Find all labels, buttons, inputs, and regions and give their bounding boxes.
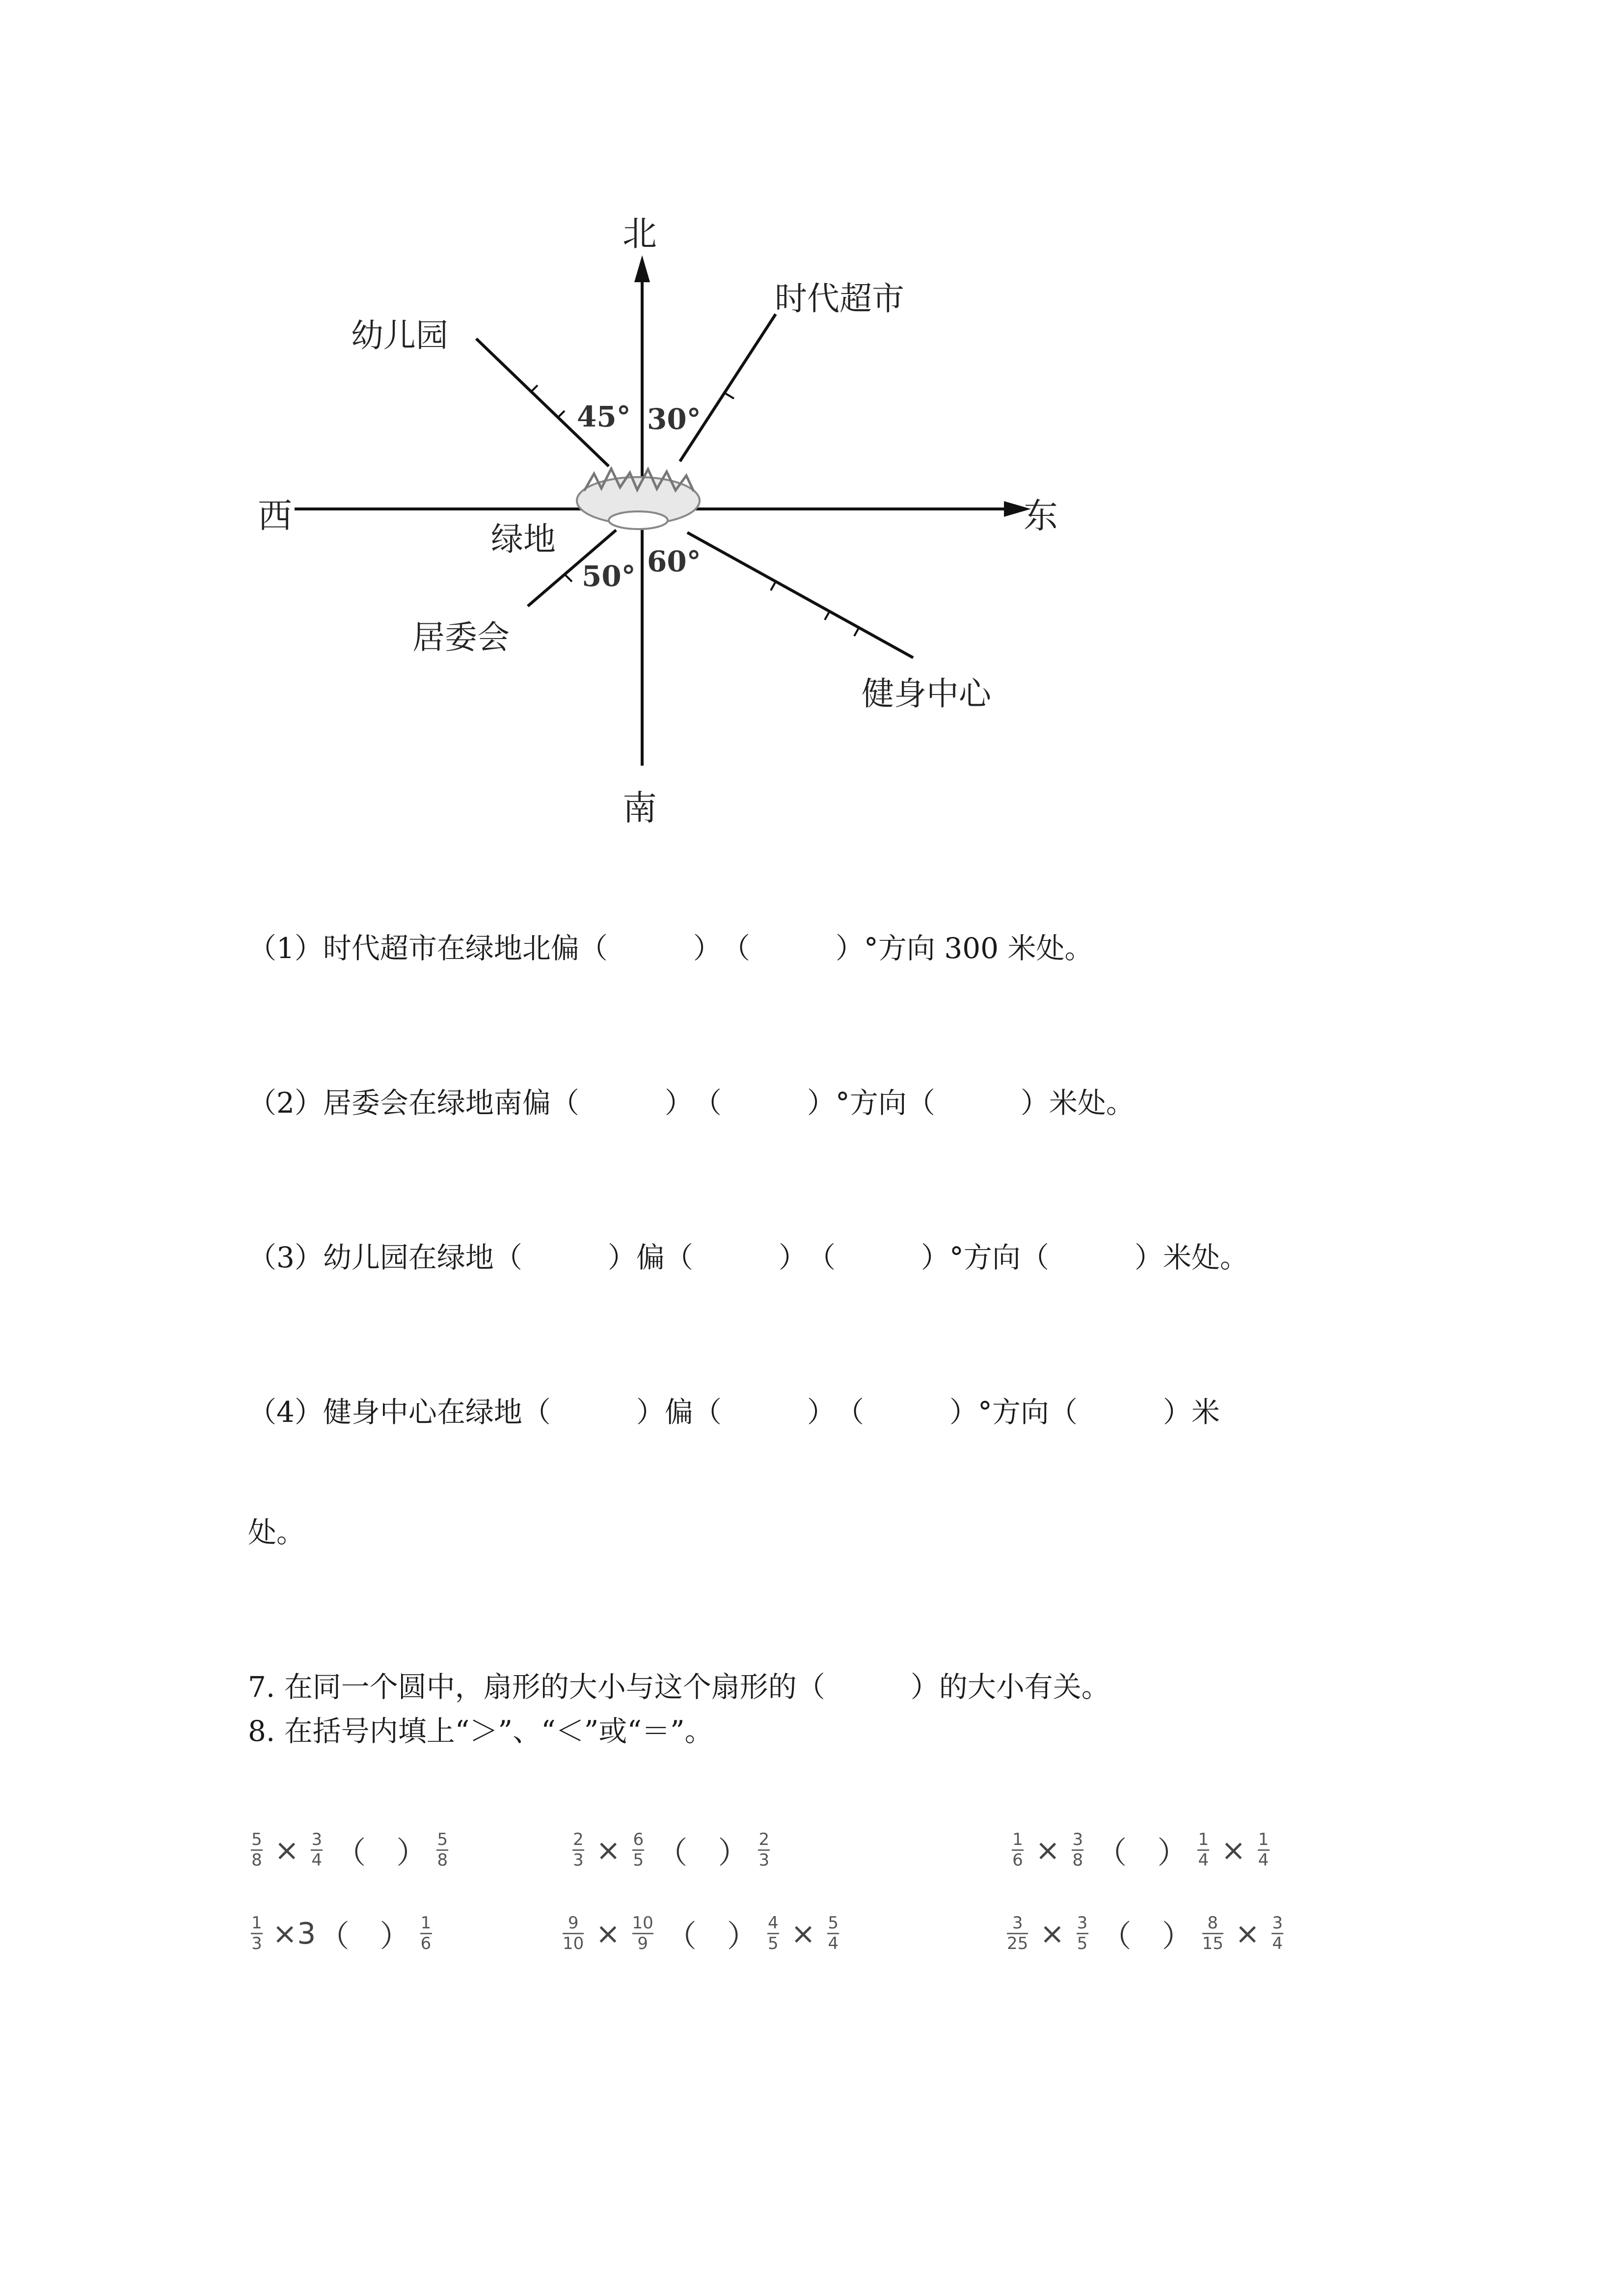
- compare-item-1-1: [248, 1828, 451, 1872]
- fraction: $\frac{4}{5}$: [768, 1913, 779, 1953]
- angle-supermarket: 30°: [647, 402, 701, 436]
- question-1: （1）时代超市在绿地北偏（ ） （ ）°方向 300 米处。: [248, 932, 1093, 965]
- answer-blank[interactable]: （ ）: [319, 1918, 410, 1954]
- direction-diagram: [0, 0, 1624, 859]
- answer-blank[interactable]: （ ）: [1101, 1918, 1192, 1954]
- angle-committee: 50°: [582, 560, 636, 593]
- north-label: 北: [623, 214, 657, 254]
- question-3: （3）幼儿园在绿地（ ）偏（ ） （ ）°方向（ ）米处。: [248, 1241, 1248, 1274]
- compass-figure: [0, 0, 1624, 859]
- times-sign: ×: [1035, 1833, 1060, 1868]
- fraction: $\frac{6}{5}$: [633, 1829, 644, 1870]
- north-arrow: [634, 255, 650, 282]
- fraction: $\frac{3}{8}$: [1072, 1829, 1083, 1870]
- angle-kindergarten: 45°: [577, 400, 631, 433]
- compare-item-2-3: [1004, 1912, 1286, 1955]
- center-label: 绿地: [491, 520, 556, 558]
- fraction: $\frac{1}{4}$: [1258, 1829, 1269, 1870]
- fraction: $\frac{1}{6}$: [420, 1913, 432, 1953]
- times-sign: ×: [1235, 1916, 1260, 1951]
- fraction: $\frac{9}{10}$: [563, 1913, 584, 1953]
- east-label: 东: [1024, 496, 1058, 536]
- ray-fitness: [687, 533, 913, 658]
- fraction: $\frac{10}{9}$: [632, 1913, 653, 1953]
- fraction: $\frac{2}{3}$: [573, 1829, 584, 1870]
- times-sign: ×: [1040, 1916, 1065, 1951]
- place-committee: 居委会: [412, 618, 510, 656]
- fraction: $\frac{3}{25}$: [1007, 1913, 1029, 1953]
- ray-supermarket: [680, 314, 776, 461]
- west-label: 西: [258, 496, 292, 536]
- times-sign: ×: [274, 1833, 299, 1868]
- angle-fitness: 60°: [647, 545, 701, 578]
- fraction: $\frac{1}{4}$: [1198, 1829, 1209, 1870]
- question-7: 7. 在同一个圆中，扇形的大小与这个扇形的（ ）的大小有关。: [248, 1670, 1110, 1704]
- place-fitness: 健身中心: [862, 675, 991, 713]
- fraction: $\frac{3}{5}$: [1077, 1913, 1088, 1953]
- times-sign: ×: [1221, 1833, 1246, 1868]
- fraction: $\frac{3}{4}$: [1272, 1913, 1283, 1953]
- answer-blank[interactable]: （ ）: [657, 1835, 749, 1870]
- place-kindergarten: 幼儿园: [351, 317, 448, 354]
- compare-item-1-3: [1009, 1828, 1272, 1872]
- answer-blank[interactable]: （ ）: [666, 1918, 758, 1954]
- place-supermarket: 时代超市: [775, 280, 904, 318]
- fraction: $\frac{1}{6}$: [1012, 1829, 1023, 1870]
- compare-item-2-2: [560, 1912, 842, 1955]
- answer-blank[interactable]: （ ）: [1096, 1835, 1188, 1870]
- fraction: $\frac{5}{4}$: [828, 1913, 839, 1953]
- green-area-icon: [577, 469, 700, 529]
- fraction: $\frac{1}{3}$: [251, 1913, 262, 1953]
- compare-item-2-1: [248, 1912, 435, 1955]
- fraction: $\frac{3}{4}$: [311, 1829, 323, 1870]
- times-sign: ×: [595, 1916, 621, 1951]
- question-4: （4）健身中心在绿地（ ）偏（ ） （ ）°方向（ ）米: [248, 1395, 1220, 1429]
- times-sign: ×: [596, 1833, 621, 1868]
- times-sign: ×: [790, 1916, 816, 1951]
- compare-item-1-2: [569, 1828, 773, 1872]
- fraction: $\frac{2}{3}$: [758, 1829, 770, 1870]
- question-2: （2）居委会在绿地南偏（ ） （ ）°方向（ ）米处。: [248, 1086, 1135, 1120]
- fraction: $\frac{5}{8}$: [251, 1829, 262, 1870]
- question-4-continued: 处。: [248, 1516, 305, 1549]
- south-label: 南: [623, 788, 657, 828]
- times-three: ×3: [272, 1916, 316, 1951]
- fraction: $\frac{5}{8}$: [437, 1829, 448, 1870]
- question-8: 8. 在括号内填上“＞”、“＜”或“＝”。: [248, 1714, 713, 1748]
- fraction: $\frac{8}{15}$: [1202, 1913, 1223, 1953]
- answer-blank[interactable]: （ ）: [335, 1835, 427, 1870]
